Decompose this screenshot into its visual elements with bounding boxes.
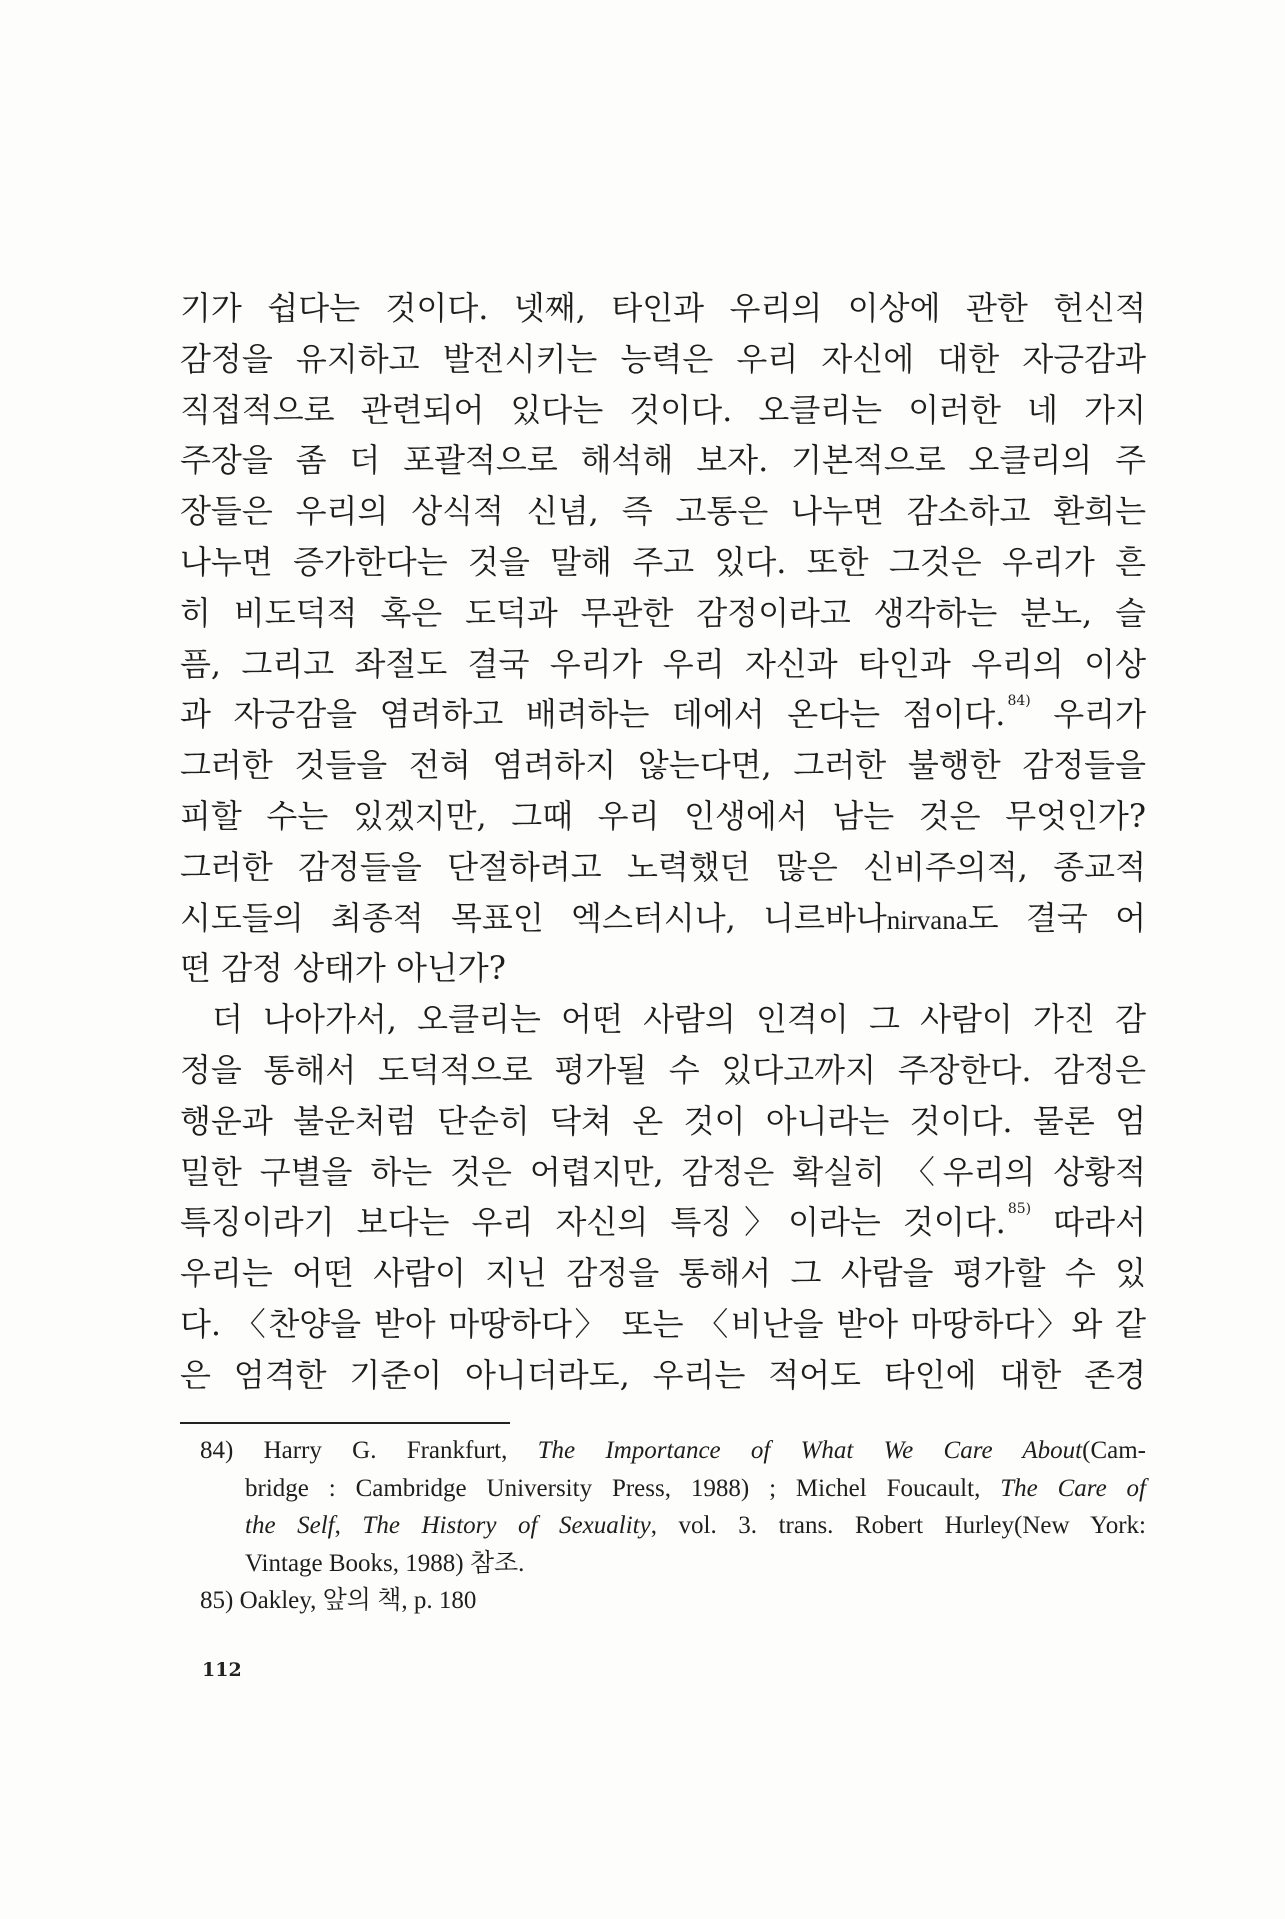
text-line: 더 나아가서, 오클리는 어떤 사람의 인격이 그 사람이 가진 감 [212, 1000, 1146, 1039]
text-line: 밀한 구별을 하는 것은 어렵지만, 감정은 확실히 〈우리의 상황적 [180, 1152, 1146, 1191]
text-line: 정을 통해서 도덕적으로 평가될 수 있다고까지 주장한다. 감정은 [180, 1050, 1146, 1089]
text-line: 주장을 좀 더 포괄적으로 해석해 보자. 기본적으로 오클리의 주 [180, 441, 1146, 480]
text-line: 다. 〈찬양을 받아 마땅하다〉 또는 〈비난을 받아 마땅하다〉와 같 [180, 1304, 1146, 1343]
footnote-text: bridge : Cambridge University Press, 1988) ; Michel Foucault, [245, 1474, 1001, 1502]
text-segment: 특징이라기 보다는 우리 자신의 특징〉이라는 것이다. [180, 1203, 1006, 1242]
text-segment: 시도들의 최종적 목표인 엑스터시나, 니르바나 [180, 898, 887, 937]
footnote-84-line [200, 1507, 1146, 1545]
footnote-ref-84: 84) [1007, 693, 1031, 710]
text-segment: 우리가 [1030, 695, 1146, 734]
text-line: 우리는 어떤 사람이 지닌 감정을 통해서 그 사람을 평가할 수 있 [180, 1254, 1146, 1293]
footnote-text: 84) Harry G. Frankfurt, [200, 1437, 538, 1464]
footnote-ref-85: 85) [1007, 1201, 1032, 1218]
footnote-84-line: Vintage Books, 1988) 참조. [245, 1549, 525, 1577]
text-line: 피할 수는 있겠지만, 그때 우리 인생에서 남는 것은 무엇인가? [180, 796, 1146, 835]
footnote-text: (Cam- [1082, 1437, 1146, 1464]
footnote-text: , vol. 3. trans. Robert Hurley(New York: [650, 1512, 1147, 1539]
text-line-with-footnote-ref [180, 689, 1146, 740]
text-segment: 과 자긍감을 염려하고 배려하는 데에서 온다는 점이다. [180, 695, 1006, 734]
text-line: 나누면 증가한다는 것을 말해 주고 있다. 또한 그것은 우리가 흔 [180, 542, 1146, 581]
footnote-text: , [334, 1512, 363, 1539]
text-line: 장들은 우리의 상식적 신념, 즉 고통은 나누면 감소하고 환희는 [180, 492, 1146, 531]
book-title: The Care of [1000, 1474, 1146, 1502]
footnote-divider [180, 1422, 510, 1424]
latin-term: nirvana [886, 904, 968, 935]
footnote-84-line [200, 1432, 1146, 1470]
footnote-84-line [200, 1470, 1146, 1508]
text-line: 떤 감정 상태가 아닌가? [180, 949, 506, 988]
text-line: 그러한 것들을 전혀 염려하지 않는다면, 그러한 불행한 감정들을 [180, 746, 1146, 785]
text-segment: 도 결국 어 [967, 898, 1146, 937]
text-line: 행운과 불운처럼 단순히 닥쳐 온 것이 아니라는 것이다. 물론 엄 [180, 1101, 1146, 1140]
page-number: 112 [202, 1659, 242, 1681]
text-line: 히 비도덕적 혹은 도덕과 무관한 감정이라고 생각하는 분노, 슬 [180, 593, 1146, 632]
text-line: 은 엄격한 기준이 아니더라도, 우리는 적어도 타인에 대한 존경 [180, 1355, 1146, 1394]
book-title: The Importance of What We Care About [537, 1437, 1083, 1464]
text-line [180, 893, 1146, 944]
text-line: 그러한 감정들을 단절하려고 노력했던 많은 신비주의적, 종교적 [180, 847, 1146, 886]
text-line: 픔, 그리고 좌절도 결국 우리가 우리 자신과 타인과 우리의 이상 [180, 644, 1146, 683]
body-text [180, 283, 1146, 1401]
text-line: 감정을 유지하고 발전시키는 능력은 우리 자신에 대한 자긍감과 [180, 339, 1146, 378]
text-line: 직접적으로 관련되어 있다는 것이다. 오클리는 이러한 네 가지 [180, 390, 1146, 429]
text-line: 기가 쉽다는 것이다. 넷째, 타인과 우리의 이상에 관한 헌신적 [180, 289, 1146, 327]
book-title: The History of Sexuality [362, 1512, 651, 1539]
book-title: the Self [245, 1512, 335, 1539]
text-line-with-footnote-ref [180, 1197, 1146, 1248]
text-segment: 따라서 [1031, 1203, 1146, 1242]
footnote-85: 85) Oakley, 앞의 책, p. 180 [200, 1587, 477, 1614]
footnotes [200, 1432, 1146, 1620]
